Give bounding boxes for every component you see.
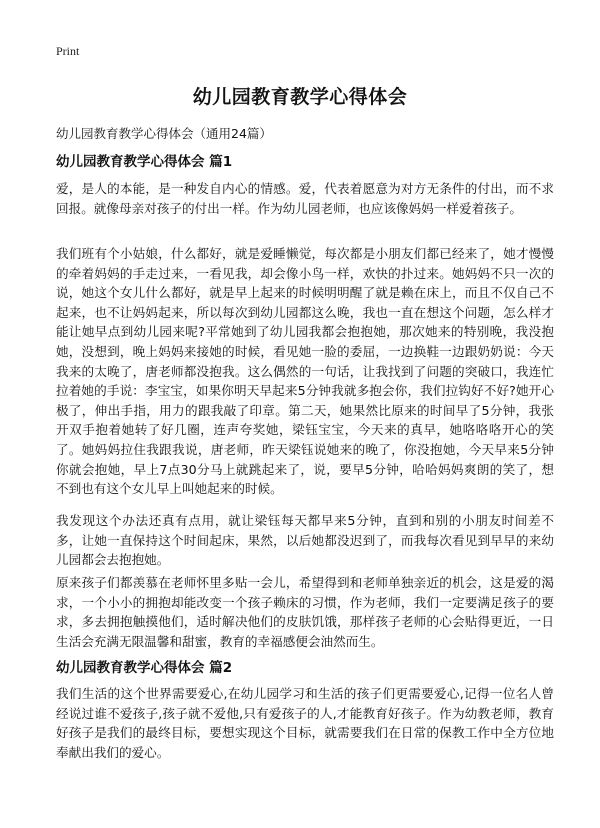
page-title: 幼儿园教育教学心得体会 [192,86,408,108]
paragraph: 原来孩子们都羡慕在老师怀里多贴一会儿，希望得到和老师单独亲近的机会，这是爱的渴求，一个小小的拥抱却能改变一个孩子赖床的习惯，作为老师，我们一定要满足孩子的要求，多去拥抱触摸他们，适时解决他们的皮肤饥饿，那样孩子老师的心会贴得更近，一日生活会充满无限温馨和甜蜜，教育的幸福感便会油然而生。 [56,575,554,649]
section-heading-1: 幼儿园教育教学心得体会 篇1 [56,154,233,170]
document-subtitle: 幼儿园教育教学心得体会（通用24篇） [56,126,272,141]
paragraph: 我们班有个小姑娘，什么都好，就是爱睡懒觉，每次都是小朋友们都已经来了，她才慢慢的牵着妈妈的手走过来，一看见我，却会像小鸟一样，欢快的扑过来。她妈妈不只一次的说，她这个女儿什么都好，就是早上起来的时候明明醒了就是赖在床上，而且不仅自己不起来，也不让妈妈起来，所以每次到幼儿园都这么晚，我也一直在想这个问题，怎么样才能让她早点到幼儿园来呢?平常她到了幼儿园我都会抱抱她，那次她来的特别晚，我没抱她，没想到，晚上妈妈来接她的时候，看见她一脸的委屈，一边换鞋一边跟奶奶说：今天我来的太晚了，唐老师都没抱我。这么偶然的一句话，让我找到了问题的突破口，我连忙拉着她的手说：李宝宝，如果你明天早起来5分钟我就多抱会你，我们拉钩好不好?她开心极了，伸出手指，用力的跟我敲了印章。第二天，她果然比原来的时间早了5分钟，我张开双手抱着她转了好几圈，连声夸奖她，梁钰宝宝，今天来的真早，她咯咯咯开心的笑了。她妈妈拉住我跟我说，唐老师，昨天梁钰说她来的晚了，你没抱她，今天早来5分钟你就会抱她，早上7点30分马上就跳起来了，说，要早5分钟，哈哈妈妈爽朗的笑了，想不到也有这个女儿早上叫她起来的时候。 [56,246,554,497]
section-heading-2: 幼儿园教育教学心得体会 篇2 [56,660,233,676]
paragraph: 爱，是人的本能，是一种发自内心的情感。爱，代表着愿意为对方无条件的付出，而不求回报。就像母亲对孩子的付出一样。作为幼儿园老师，也应该像妈妈一样爱着孩子。 [56,181,554,216]
paragraph: 我们生活的这个世界需要爱心,在幼儿园学习和生活的孩子们更需要爱心,记得一位名人曾经说过谁不爱孩子,孩子就不爱他,只有爱孩子的人,才能教育好孩子。作为幼教老师，教育好孩子是我们的最终目标，要想实现这个目标，就需要我们在日常的保教工作中全方位地奉献出我们的爱心。 [56,686,554,760]
print-link[interactable]: Print [56,44,80,58]
paragraph: 我发现这个办法还真有点用，就让梁钰每天都早来5分钟，直到和别的小朋友时间差不多，让她一直保持这个时间起床，果然，以后她都没迟到了，而我每次看见到早早的来幼儿园都会去抱抱她。 [56,513,554,568]
